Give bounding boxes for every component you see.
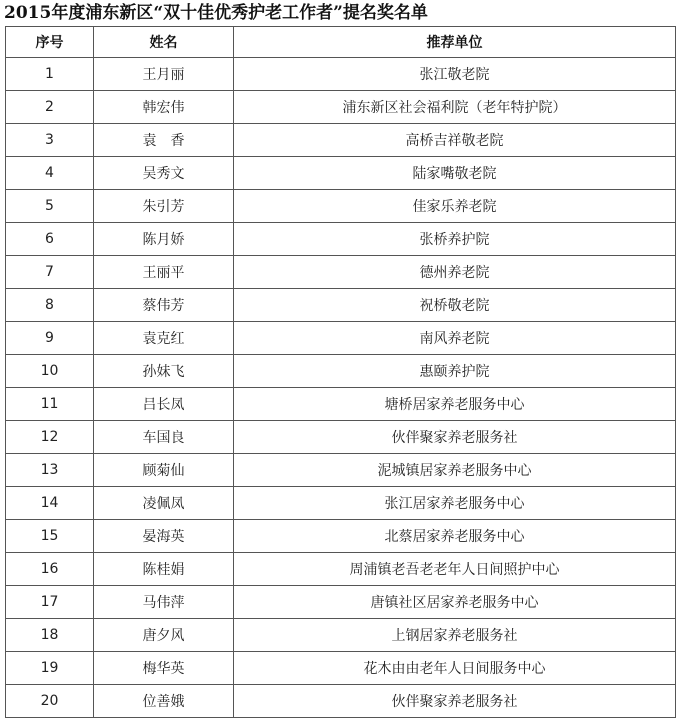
table-row (6, 586, 676, 619)
table-row (6, 652, 676, 685)
row-number: 17 (6, 586, 94, 619)
row-number: 1 (6, 58, 94, 91)
row-unit: 伙伴聚家养老服务社 (234, 685, 676, 718)
table-row (6, 322, 676, 355)
table-row (6, 124, 676, 157)
row-name: 陈桂娟 (94, 553, 234, 586)
row-unit: 张江居家养老服务中心 (234, 487, 676, 520)
table-row (6, 289, 676, 322)
row-number: 19 (6, 652, 94, 685)
table-row (6, 355, 676, 388)
row-name: 王月丽 (94, 58, 234, 91)
column-header-number: 序号 (6, 27, 94, 58)
row-name: 晏海英 (94, 520, 234, 553)
row-number: 2 (6, 91, 94, 124)
row-number: 4 (6, 157, 94, 190)
table-row (6, 454, 676, 487)
table-row (6, 58, 676, 91)
row-name: 梅华英 (94, 652, 234, 685)
row-unit: 泥城镇居家养老服务中心 (234, 454, 676, 487)
row-number: 14 (6, 487, 94, 520)
table-row (6, 685, 676, 718)
row-unit: 佳家乐养老院 (234, 190, 676, 223)
row-number: 13 (6, 454, 94, 487)
table-row (6, 256, 676, 289)
table-row (6, 421, 676, 454)
row-name: 袁克红 (94, 322, 234, 355)
row-number: 18 (6, 619, 94, 652)
row-name: 吕长凤 (94, 388, 234, 421)
row-number: 16 (6, 553, 94, 586)
row-unit: 祝桥敬老院 (234, 289, 676, 322)
row-unit: 塘桥居家养老服务中心 (234, 388, 676, 421)
row-unit: 北蔡居家养老服务中心 (234, 520, 676, 553)
row-name: 顾菊仙 (94, 454, 234, 487)
row-name: 凌佩凤 (94, 487, 234, 520)
row-unit: 唐镇社区居家养老服务中心 (234, 586, 676, 619)
row-number: 15 (6, 520, 94, 553)
row-number: 5 (6, 190, 94, 223)
row-number: 8 (6, 289, 94, 322)
row-number: 9 (6, 322, 94, 355)
row-name: 位善娥 (94, 685, 234, 718)
row-name: 蔡伟芳 (94, 289, 234, 322)
row-name: 朱引芳 (94, 190, 234, 223)
table-row (6, 619, 676, 652)
table-row (6, 388, 676, 421)
row-unit: 花木由由老年人日间服务中心 (234, 652, 676, 685)
row-name: 车国良 (94, 421, 234, 454)
row-unit: 浦东新区社会福利院（老年特护院） (234, 91, 676, 124)
row-name: 陈月娇 (94, 223, 234, 256)
row-number: 12 (6, 421, 94, 454)
row-name: 马伟萍 (94, 586, 234, 619)
table-row (6, 553, 676, 586)
nomination-table (5, 26, 676, 718)
row-unit: 伙伴聚家养老服务社 (234, 421, 676, 454)
row-number: 6 (6, 223, 94, 256)
row-unit: 张桥养护院 (234, 223, 676, 256)
page-title: 2015年度浦东新区“双十佳优秀护老工作者”提名奖名单 (4, 3, 428, 23)
row-unit: 高桥吉祥敬老院 (234, 124, 676, 157)
row-number: 7 (6, 256, 94, 289)
row-name: 韩宏伟 (94, 91, 234, 124)
row-unit: 张江敬老院 (234, 58, 676, 91)
column-header-name: 姓名 (94, 27, 234, 58)
row-number: 11 (6, 388, 94, 421)
table-row (6, 487, 676, 520)
row-unit: 德州养老院 (234, 256, 676, 289)
table-body (6, 58, 676, 718)
column-header-unit: 推荐单位 (234, 27, 676, 58)
row-name: 吴秀文 (94, 157, 234, 190)
row-name: 王丽平 (94, 256, 234, 289)
row-number: 10 (6, 355, 94, 388)
row-unit: 上钢居家养老服务社 (234, 619, 676, 652)
row-unit: 陆家嘴敬老院 (234, 157, 676, 190)
table-row (6, 91, 676, 124)
row-unit: 周浦镇老吾老老年人日间照护中心 (234, 553, 676, 586)
table-row (6, 157, 676, 190)
table-row (6, 190, 676, 223)
row-unit: 南风养老院 (234, 322, 676, 355)
table-row (6, 520, 676, 553)
row-number: 20 (6, 685, 94, 718)
row-number: 3 (6, 124, 94, 157)
row-name: 孙妹飞 (94, 355, 234, 388)
table-row (6, 223, 676, 256)
table-header-row (6, 27, 676, 58)
row-name: 唐夕风 (94, 619, 234, 652)
row-unit: 惠颐养护院 (234, 355, 676, 388)
row-name: 袁 香 (94, 124, 234, 157)
